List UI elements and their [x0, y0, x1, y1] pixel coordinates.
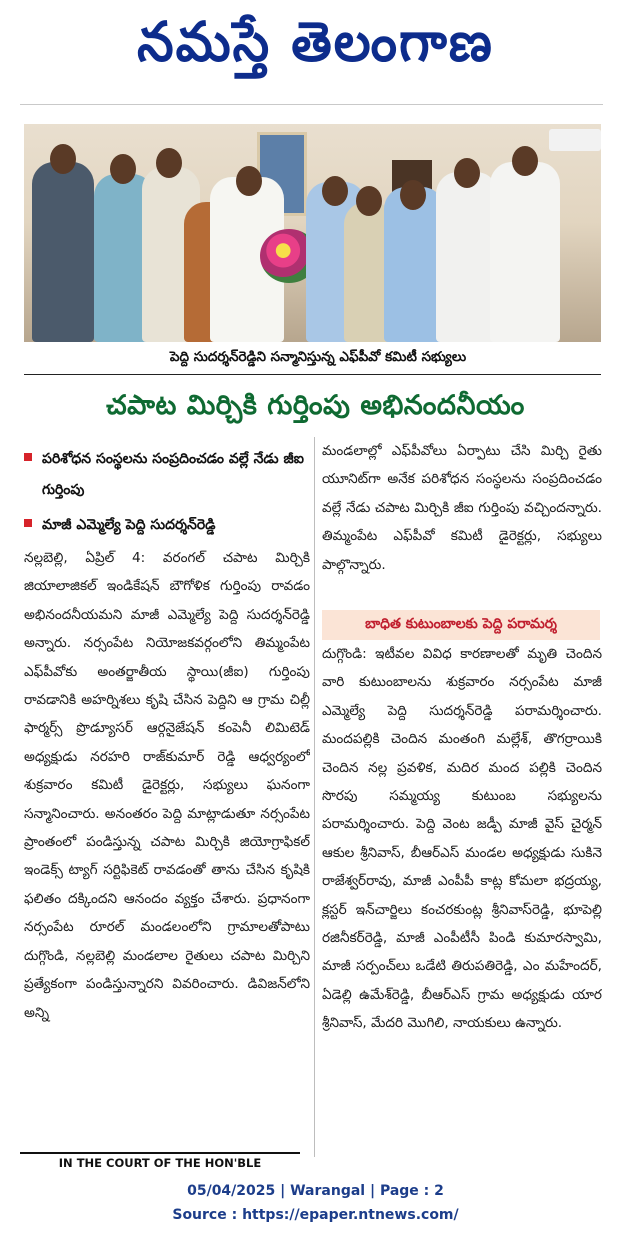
bullet-text: మాజీ ఎమ్మెల్యే పెద్ది సుదర్శన్‌రెడ్డి	[42, 517, 216, 533]
bullet-square-icon	[24, 453, 32, 461]
person	[384, 187, 444, 342]
photo-caption: పెద్ది సుదర్శన్‌రెడ్డిని సన్మానిస్తున్న ఎఫ్‌పీవో కమిటీ సభ్యులు	[169, 348, 467, 365]
top-rule	[20, 104, 603, 105]
bullet-text: పరిశోధన సంస్థలను సంప్రదించడం వల్లే నేడు జీఐ గుర్తింపు	[42, 451, 304, 498]
footer-source-line[interactable]: Source : https://epaper.ntnews.com/	[172, 1207, 459, 1223]
footer-date-line: 05/04/2025 | Warangal | Page : 2	[187, 1183, 444, 1199]
person-head	[512, 146, 538, 176]
person	[436, 172, 498, 342]
person-head	[454, 158, 480, 188]
column-divider	[314, 437, 315, 1157]
person-head	[236, 166, 262, 196]
article-headline: చపాట మిర్చికి గుర్తింపు అభినందనీయం	[106, 390, 525, 421]
person-head	[400, 180, 426, 210]
person-head	[322, 176, 348, 206]
masthead-title: నమస్తే తెలంగాణ	[137, 10, 494, 74]
person	[490, 162, 560, 342]
bullet-square-icon	[24, 519, 32, 527]
highlight-bullets	[24, 444, 310, 545]
court-notice-ad: IN THE COURT OF THE HON'BLE	[20, 1152, 300, 1172]
article-body-left: నల్లబెల్లి, ఏప్రిల్ 4: వరంగల్ చపాట మిర్చికి జియాలాజికల్ ఇండికేషన్ బౌగోళిక గుర్తింపు రావడం అభినందనీయమని మాజీ ఎమ్మెల్యే పెద్ది సుదర్శన్‌రెడ్డి అన్నారు. నర్సంపేట నియోజకవర్గంలోని తిమ్మంపేట ఎఫ్‌పీవోకు అంతర్జాతీయ స్థాయి(జీఐ) గుర్తింపు రావడానికి అహర్నిశలు కృషి చేసిన పెద్దిని ఆ గ్రామ చిల్లీ ఫార్మర్స్ ప్రొడ్యూసర్ ఆర్గనైజేషన్ కంపెనీ లిమిటెడ్ అధ్యక్షుడు నరహరి రాజ్‌కుమార్ రెడ్డి ఆధ్వర్యంలో శుక్రవారం కమిటీ డైరెక్టర్లు, సభ్యులు ఘనంగా సన్మానించారు. అనంతరం పెద్ది మాట్లాడుతూ నర్సంపేట ప్రాంతంలో పండిస్తున్న చపాట మిర్చికి జియోగ్రాఫికల్ ఇండెక్స్ ట్యాగ్ సర్టిఫికెట్ రావడంతో తాను చేసిన కృషికి ఫలితం దక్కిందని ఆనందం వ్యక్తం చేశారు. ప్రధానంగా నర్సంపేట రూరల్ మండలంలోని గ్రామాలతోపాటు దుగ్గొండి, నల్లబెల్లి మండలాల రైతులు చపాట మిర్చిని ప్రత్యేకంగా పండిస్తున్నారని వివరించారు. డివిజన్‌లోని అన్ని	[24, 550, 310, 1021]
article-body-right: మండలాల్లో ఎఫ్‌పీవోలు ఏర్పాటు చేసి మిర్చి రైతు యూనిట్‌గా అనేక పరిశోధన సంస్థలను సంప్రదించడం వల్లే నేడు చపాట మిర్చికి జీఐ గుర్తింపు వచ్చిందన్నారు. తిమ్మంపేట ఎఫ్‌పీవో కమిటీ డైరెక్టర్లు, సభ్యులు పాల్గొన్నారు.	[322, 443, 602, 573]
person-head	[110, 154, 136, 184]
person-head	[356, 186, 382, 216]
caption-rule	[24, 374, 601, 375]
bullet-item	[24, 444, 310, 506]
sub-article-body: దుగ్గొండి: ఇటీవల వివిధ కారణాలతో మృతి చెందిన వారి కుటుంబాలను శుక్రవారం నర్సంపేట మాజీ ఎమ్మెల్యే పెద్ది సుదర్శన్‌రెడ్డి పరామర్శించారు. మందపల్లికి చెందిన మంతంగి మల్లేశ్, తొగర్రాయికి చెందిన నల్ల ప్రవళిక, మదిర మంద పల్లికి చెందిన సొరపు సమ్మయ్య కుటుంబ సభ్యులను పరామర్శించారు. పెద్ది వెంట జడ్పీ మాజీ వైస్ చైర్మన్ ఆకుల శ్రీనివాస్, బీఆర్‌ఎస్ మండల అధ్యక్షుడు సుకినె రాజేశ్వర్‌రావు, మాజీ ఎంపీపీ కాట్ల కోమలా భద్రయ్య, క్లస్టర్ ఇన్‌చార్జిలు కంచరకుంట్ల శ్రీనివాస్‌రెడ్డి, భూపెల్లి రజినీకర్‌రెడ్డి, మాజీ ఎంపీటీసీ పిండి కుమారస్వామి, మాజీ సర్పంచ్‌లు ఒడేటి తిరుపతిరెడ్డి, ఎం మహేందర్, ఏడెల్లి ఉమేశ్‌రెడ్డి, బీఆర్‌ఎస్ గ్రామ అధ్యక్షుడు యార శ్రీనివాస్, మేదరి మొగిలి, నాయకులు ఉన్నారు.	[322, 646, 602, 1032]
news-photo	[24, 124, 601, 342]
person-head	[156, 148, 182, 178]
masthead	[0, 0, 631, 98]
bullet-item	[24, 510, 310, 541]
sub-article-heading: బాధిత కుటుంబాలకు పెద్ది పరామర్శ	[322, 610, 600, 640]
air-conditioner	[549, 129, 601, 151]
person	[32, 162, 94, 342]
person-head	[50, 144, 76, 174]
